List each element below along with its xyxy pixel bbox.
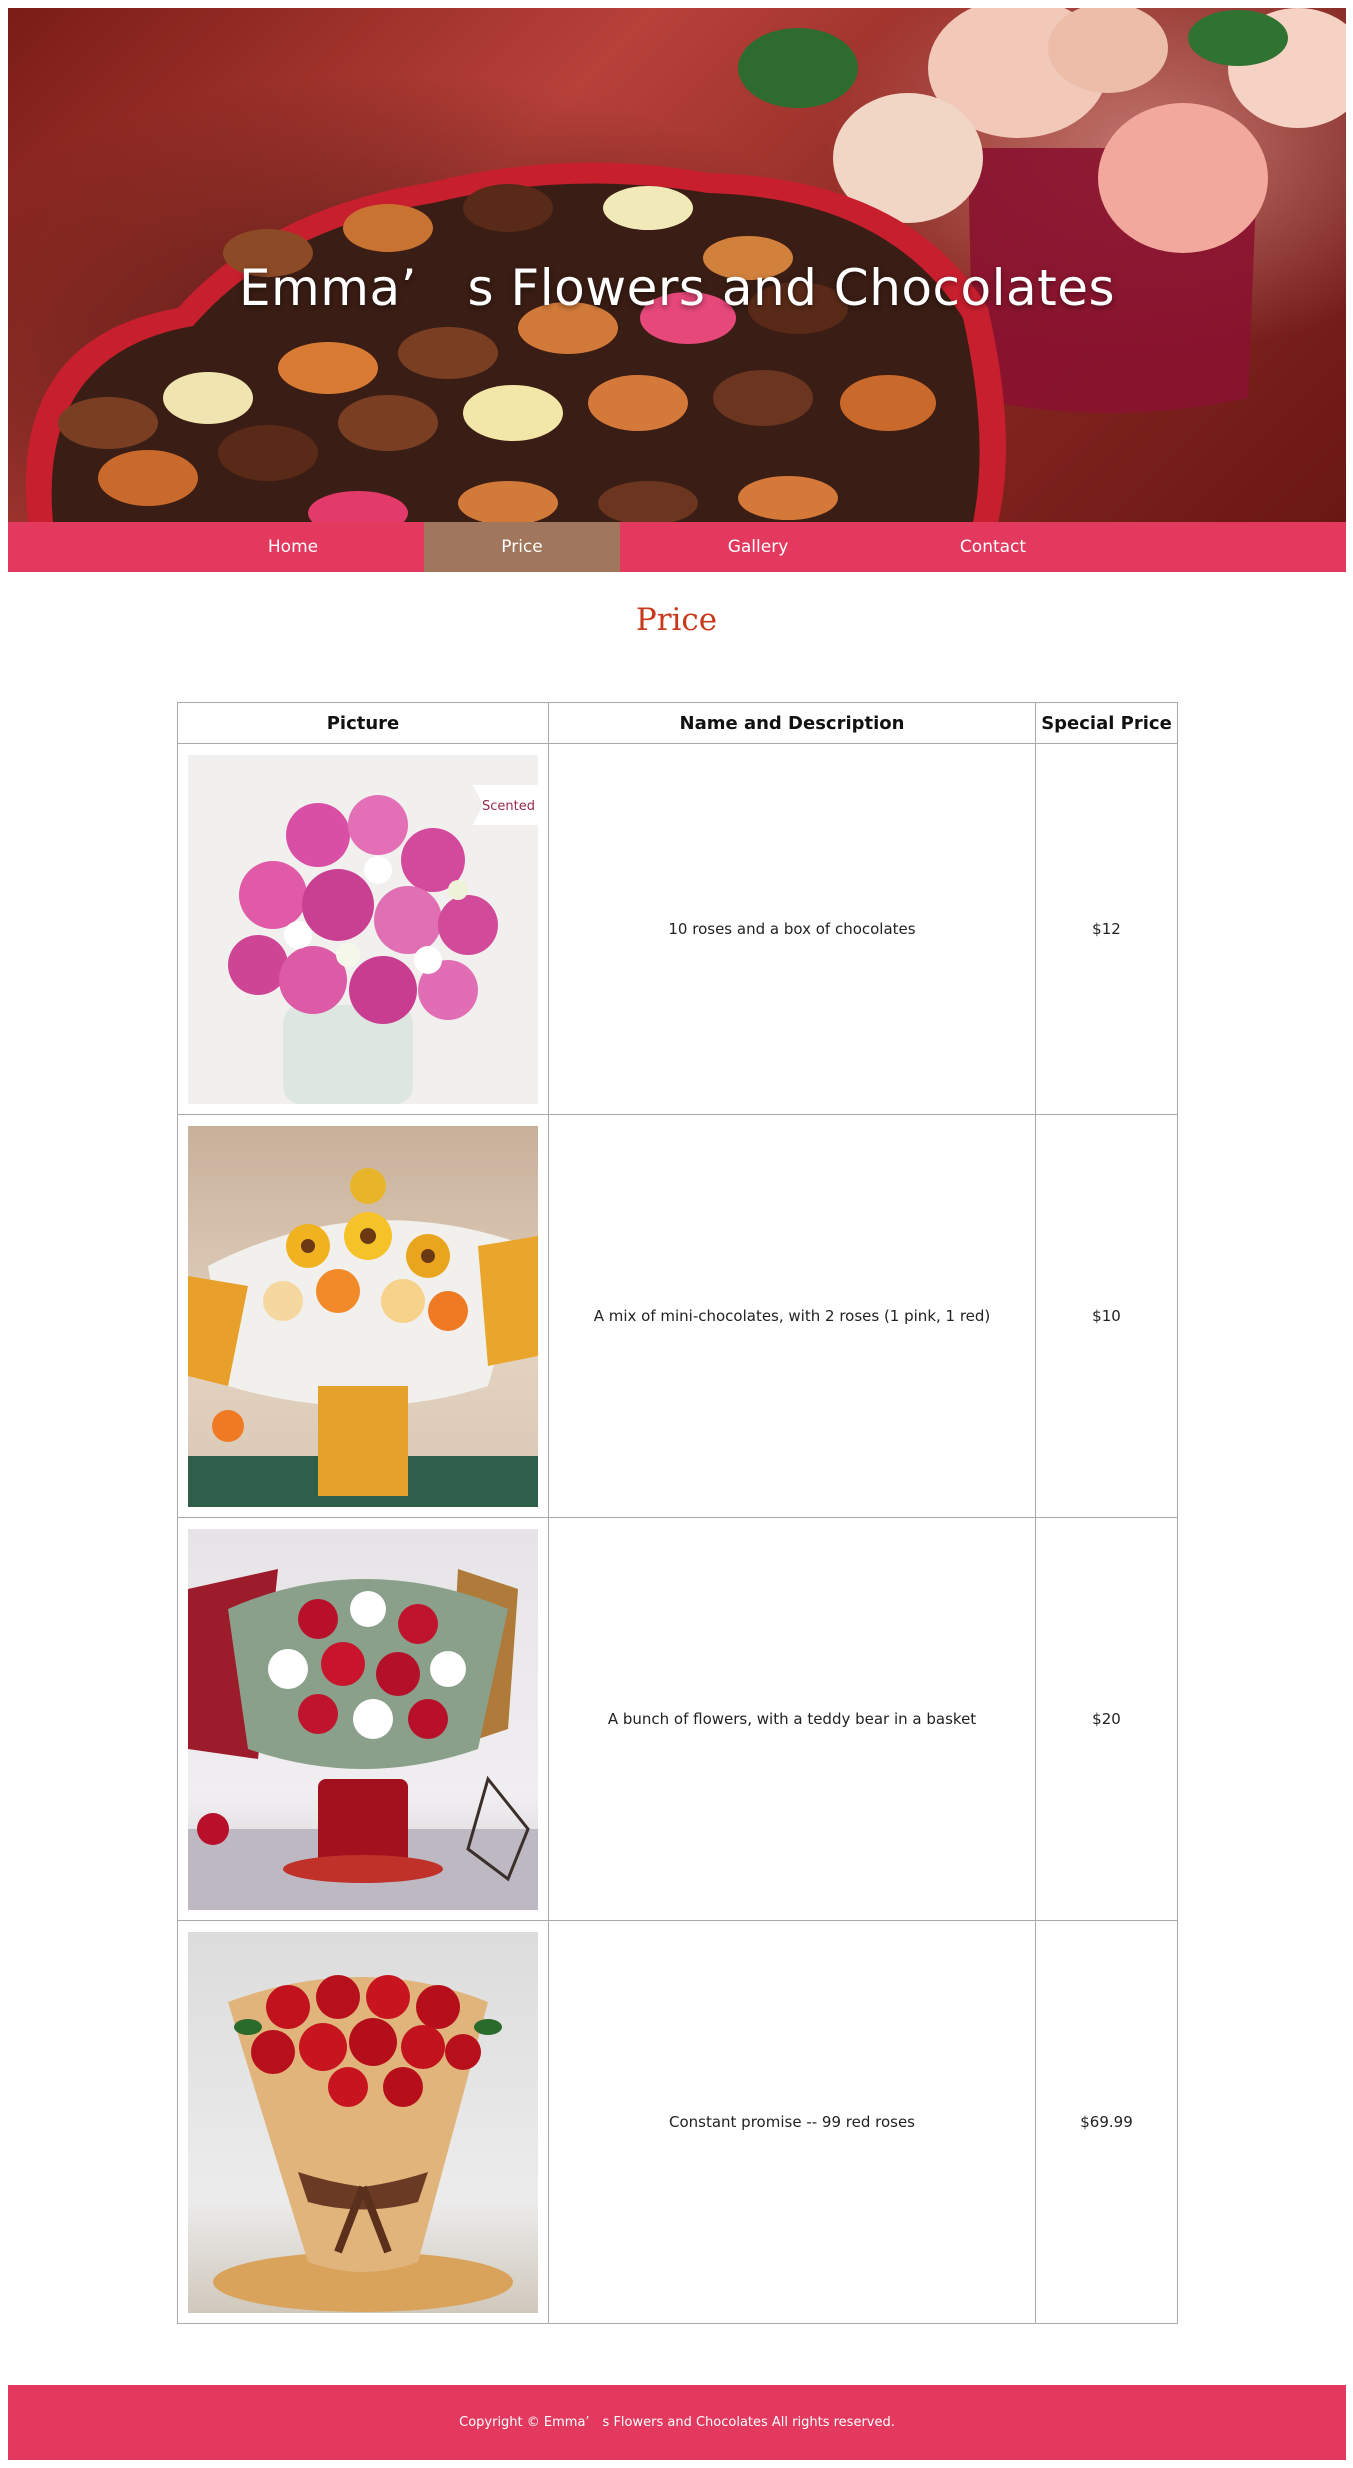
table-row (178, 1921, 1178, 2324)
column-header-special-price: Special Price (1036, 703, 1178, 744)
picture-cell (178, 1115, 549, 1518)
scented-badge-label: Scented (482, 798, 535, 814)
site-title: Emma’ s Flowers and Chocolates (238, 259, 1116, 317)
description-cell: A mix of mini-chocolates, with 2 roses (1 pink, 1 red) (549, 1115, 1036, 1518)
price-cell: $10 (1036, 1115, 1178, 1518)
price-cell: $12 (1036, 744, 1178, 1115)
picture-cell (178, 1518, 549, 1921)
table-header-row (178, 703, 1178, 744)
red-roses-kraft-bouquet-image (188, 1932, 538, 2313)
table-row (178, 1518, 1178, 1921)
nav-item-contact[interactable]: Contact (959, 537, 1027, 557)
hero-banner (8, 8, 1346, 522)
column-header-picture: Picture (178, 703, 549, 744)
picture-cell (178, 744, 549, 1115)
pink-roses-bouquet-image (188, 755, 538, 1104)
column-header-name-description: Name and Description (549, 703, 1036, 744)
nav-item-price[interactable]: Price (424, 522, 620, 572)
sunflower-bouquet-image (188, 1126, 538, 1507)
footer (8, 2385, 1346, 2460)
nav-item-gallery[interactable]: Gallery (727, 537, 789, 557)
copyright-text: Copyright © Emma’ s Flowers and Chocolates All rights reserved. (459, 2415, 895, 2430)
price-table (177, 702, 1178, 2324)
nav-item-home[interactable]: Home (267, 537, 319, 557)
table-row (178, 1115, 1178, 1518)
price-cell: $69.99 (1036, 1921, 1178, 2324)
picture-cell (178, 1921, 549, 2324)
table-row (178, 744, 1178, 1115)
page-title: Price (635, 602, 718, 638)
description-cell: A bunch of flowers, with a teddy bear in a basket (549, 1518, 1036, 1921)
main-nav (8, 522, 1346, 572)
description-cell: 10 roses and a box of chocolates (549, 744, 1036, 1115)
price-cell: $20 (1036, 1518, 1178, 1921)
description-cell: Constant promise -- 99 red roses (549, 1921, 1036, 2324)
red-white-roses-bouquet-image (188, 1529, 538, 1910)
